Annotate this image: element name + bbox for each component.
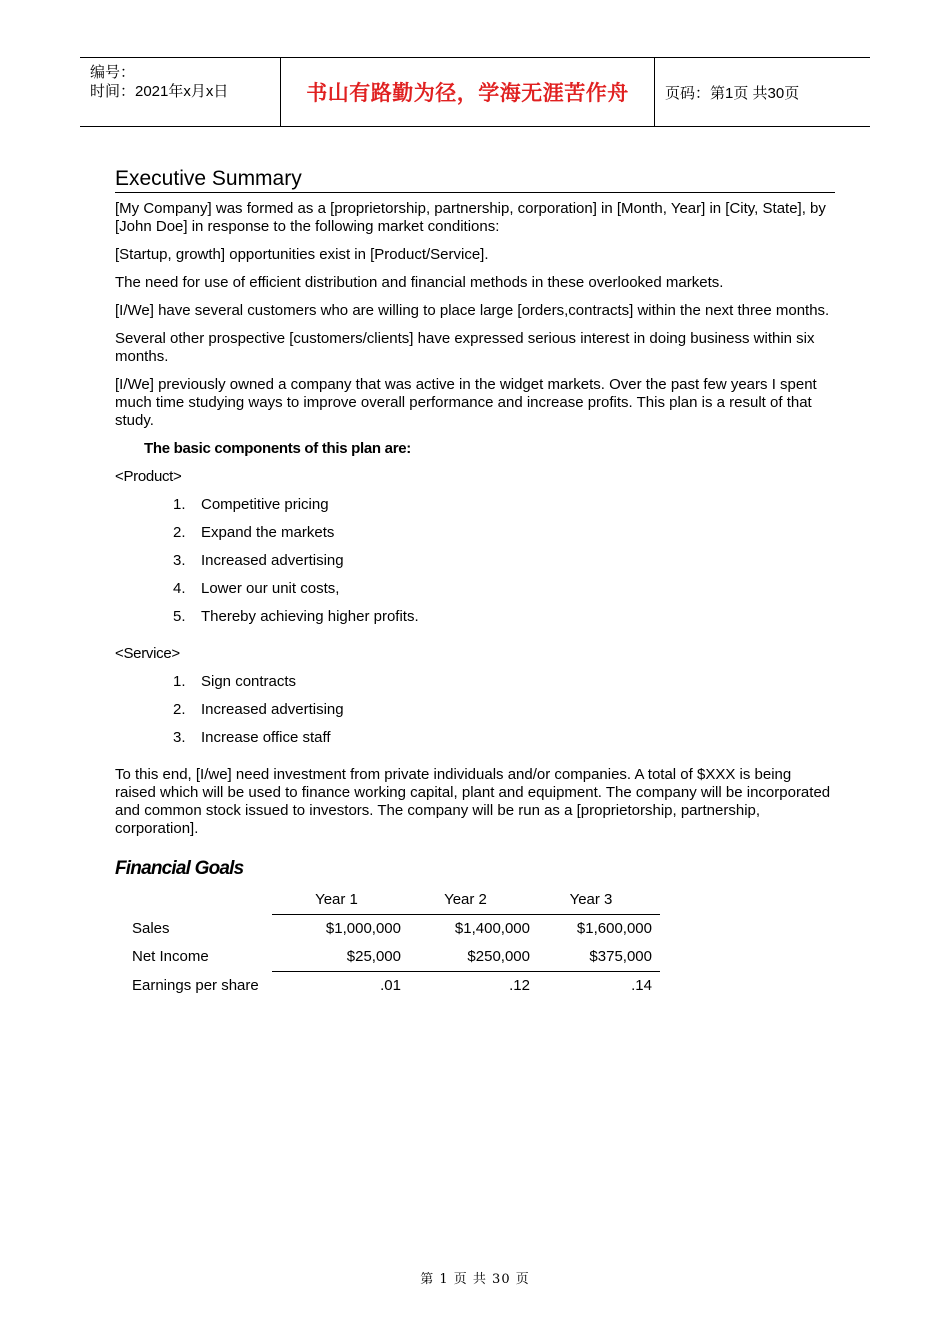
paragraph: Several other prospective [customers/clients] have expressed serious interest in doing business within six months. [115, 330, 815, 365]
table-cell: $1,400,000 [401, 915, 530, 944]
table-cell: .01 [272, 972, 401, 1001]
list-item [173, 701, 835, 719]
list-item [173, 729, 835, 747]
page-title: Executive Summary [115, 166, 835, 193]
paragraph: [I/We] have several customers who are willing to place large [orders,contracts] within the next three months. [115, 302, 830, 319]
header-motto-cell [281, 58, 655, 126]
list-item [173, 496, 835, 514]
column-header: Year 3 [569, 891, 613, 908]
column-header: Year 1 [315, 891, 358, 908]
list-number: 1. [173, 673, 186, 690]
list-text: Expand the markets [201, 524, 335, 541]
list-item [173, 608, 835, 626]
list-number: 1. [173, 496, 186, 513]
list-number: 3. [173, 552, 186, 569]
list-number: 4. [173, 580, 186, 597]
header-page-cell [655, 58, 870, 126]
list-number: 2. [173, 701, 186, 718]
list-number: 3. [173, 729, 186, 746]
row-label: Sales [132, 919, 170, 937]
list-item [173, 673, 835, 691]
closing-paragraph: To this end, [I/we] need investment from private individuals and/or companies. A total of $XXX is being raised which will be used to finance working capital, plant and equipment. The company will be incorporated and common stock issued to investors. The company will be run as a [proprietorship, partnership, corporation]. [115, 766, 831, 837]
list-text: Lower our unit costs, [201, 580, 340, 597]
paragraph: [I/We] previously owned a company that was active in the widget markets. Over the past few years I spent much time studying ways to improve overall performance and increase profits. This plan is a result of that study. [115, 376, 817, 429]
table-cell: $1,000,000 [272, 915, 401, 944]
product-heading: <Product> [115, 468, 182, 485]
list-text: Increase office staff [201, 729, 331, 746]
table-cell: .12 [401, 972, 530, 1001]
list-text: Thereby achieving higher profits. [201, 608, 419, 625]
table-header-row [127, 886, 660, 915]
header-page-info: 页码：第1页 共30页 [665, 84, 800, 102]
table-row [127, 915, 660, 944]
document-date-label: 时间：2021年x月x日 [90, 83, 229, 100]
list-item [173, 524, 835, 542]
row-label: Earnings per share [132, 976, 259, 994]
table-row [127, 972, 660, 1001]
paragraph: [My Company] was formed as a [proprietorship, partnership, corporation] in [Month, Year] in [City, State], by [John Doe] in response to the following market conditions: [115, 200, 826, 235]
table-cell: $25,000 [346, 948, 401, 965]
list-item [173, 580, 835, 598]
table-cell: $250,000 [467, 948, 530, 965]
table-cell: .14 [530, 972, 660, 1001]
list-text: Competitive pricing [201, 496, 329, 513]
paragraph: [Startup, growth] opportunities exist in [Product/Service]. [115, 246, 489, 263]
document-body [115, 166, 835, 1000]
column-header: Year 2 [444, 891, 487, 908]
document-number-label: 编号： [90, 64, 136, 81]
list-item [173, 552, 835, 570]
table-row [127, 943, 660, 972]
paragraph: The need for use of efficient distribution and financial methods in these overlooked markets. [115, 274, 724, 291]
row-label: Net Income [132, 948, 209, 966]
table-cell: $1,600,000 [530, 915, 660, 944]
product-list [115, 496, 835, 626]
list-text: Increased advertising [201, 552, 344, 569]
list-text: Sign contracts [201, 673, 297, 690]
financial-goals-heading: Financial Goals [115, 858, 244, 879]
list-text: Increased advertising [201, 701, 344, 718]
service-heading: <Service> [115, 645, 180, 662]
list-number: 5. [173, 608, 186, 625]
service-list [115, 673, 835, 747]
header-info-cell [80, 58, 281, 126]
header-motto: 书山有路勤为径，学海无涯苦作舟 [306, 80, 629, 105]
components-intro: The basic components of this plan are: [144, 440, 411, 457]
page-footer: 第 1 页 共 30 页 [420, 1272, 530, 1287]
page-header [80, 57, 870, 127]
list-number: 2. [173, 524, 186, 541]
financial-goals-table [127, 886, 660, 1000]
table-cell: $375,000 [589, 948, 652, 965]
